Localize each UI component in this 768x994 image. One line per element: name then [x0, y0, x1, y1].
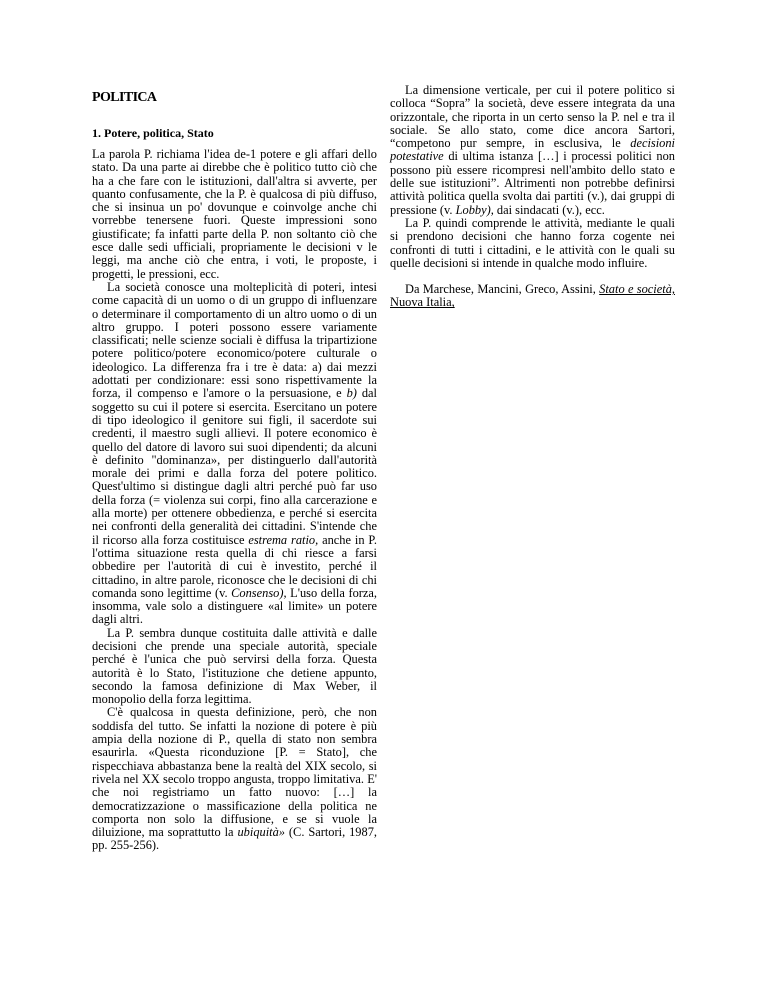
document-title: POLITICA [92, 90, 157, 105]
source-citation [390, 283, 675, 310]
right-column [390, 84, 675, 310]
source-publisher: Nuova Italia, [390, 295, 455, 310]
paragraph-2-text-g: L'uso della forza, insomma, vale solo a distinguere «al limite» un potere dagli altri. [92, 585, 377, 627]
paragraph-3: La P. sembra dunque costituita dalle attività e dalle decisioni che prende una speciale autorità, speciale perché è l'unica che può servirsi della forza. Questa autorità è lo Stato, l'istituzione che detiene appunto, secondo la famosa definizione di Max Weber, il monopolio della forza legittima. [92, 625, 377, 707]
source-title: Stato e società, [599, 282, 675, 297]
paragraph-5-text-c: di ultima istanza […] i processi politici non possono più essere ricompresi nell'ambito dello stato e delle sue istituzioni”. Altrimenti non potrebbe definirsi attività politica quella svolta dai partiti (v.), dai gruppi di pressione (v. [390, 149, 675, 217]
paragraph-5-decisioni-potestative: decisioni potestative [390, 136, 675, 164]
paragraph-2-consenso: Consenso), [231, 585, 287, 600]
left-column [92, 148, 377, 853]
paragraph-1: La parola P. richiama l'idea de-1 potere e gli affari dello stato. Da una parte ai direbbe che è politico tutto ciò che ha a che fare con le istituzioni, dall'altra si avverte, per quanto confusamente, che la P. è qualcosa di più diffuso, che si insinua un po' dovunque e coinvolge anche chi vorrebbe tenersene fuori. Queste impressioni sono giustificate; fa infatti parte della P. non soltanto ciò che esce dalle sedi ufficiali, propriamente le decisioni v le leggi, ma anche ciò che entra, i voti, le proposte, i progetti, le pressioni, ecc. [92, 147, 377, 281]
paragraph-5-text-a: La dimensione verticale, per cui il potere politico si colloca “Sopra” la società, deve essere integrata da una orizzontale, che riporta in un certo senso la P. nel e tra il sociale. Se allo stato, come dice ancora Sartori, “competono pur sempre, in esclusiva, le [390, 83, 675, 151]
section-heading: 1. Potere, politica, Stato [92, 126, 214, 140]
paragraph-5-text-e: dai sindacati (v.), ecc. [493, 202, 605, 217]
paragraph-4-text-c: (C. Sartori, 1987, pp. 255-256). [92, 825, 377, 853]
paragraph-2 [92, 281, 377, 627]
paragraph-4-text-a: C'è qualcosa in questa definizione, però, che non soddisfa del tutto. Se infatti la nozione di potere è più ampia della nozione di P., quella di stato non sembra esaurirla. «Questa riconduzione [P. = Stato], che rispecchiava abbastanza bene la realtà del XIX secolo, si rivela nel XX secolo troppo angusta, troppo limitativa. E' che noi registriamo un fatto nuovo: […] la democratizzazione o massificazione della politica ne comporta non solo la diffusione, e se si vuole la diluizione, ma soprattutto la [92, 705, 377, 840]
paragraph-5-lobby: Lobby), [455, 202, 494, 217]
paragraph-2-text-e: anche in P. l'ottima situazione resta quella di chi riesce a farsi obbedire per l'autorità di cui è investito, perché il cittadino, in altre parole, riconosce che le decisioni di chi comanda sono legittime (v. [92, 532, 378, 600]
paragraph-2-text-a: La società conosce una molteplicità di poteri, intesi come capacità di un uomo o di un gruppo di influenzare o determinare il comportamento di un altro uomo o di un altro gruppo. I poteri possono essere variamente classificati; nelle scienze sociali è diffusa la tripartizione potere politico/potere economico/potere culturale o ideologico. La differenza fra i tre è data: a) dai mezzi adottati per condizionare: essi sono rispettivamente la forza, il compenso e l'amore o la persuasione, e [92, 279, 377, 401]
paragraph-5 [390, 84, 675, 217]
paragraph-4-ubiquita: ubiquità» [237, 825, 285, 840]
paragraph-6: La P. quindi comprende le attività, mediante le quali si prendono decisioni che hanno forza cogente nei confronti di tutti i cittadini, e le attività con le quali su quelle decisioni si intende in qualche modo influire. [390, 215, 675, 270]
paragraph-2-extrema-ratio: estrema ratio, [248, 532, 319, 547]
paragraph-2-letter-b: b) [346, 386, 357, 401]
paragraph-2-text-c: dal soggetto su cui il potere si esercita. Esercitano un potere di tipo ideologico il genitore sui figli, il sacerdote sui credenti, il maestro sugli allievi. Il potere economico è quello del datore di lavoro sui suoi dipendenti; da alcuni è definito "dominanza», per distinguerlo dall'autorità morale dei primi e dalla forza del potere politico. Quest'ultimo si distingue dagli altri perché può far uso della forza (= violenza sui corpi, fino alla carcerazione e alla morte) per ottenere obbedienza, e perché si esercita nei confronti della generalità dei cittadini. S'intende che il ricorso alla forza costituisce [92, 386, 377, 547]
source-prefix: Da Marchese, Mancini, Greco, Assini, [405, 282, 600, 297]
paragraph-4 [92, 706, 377, 852]
